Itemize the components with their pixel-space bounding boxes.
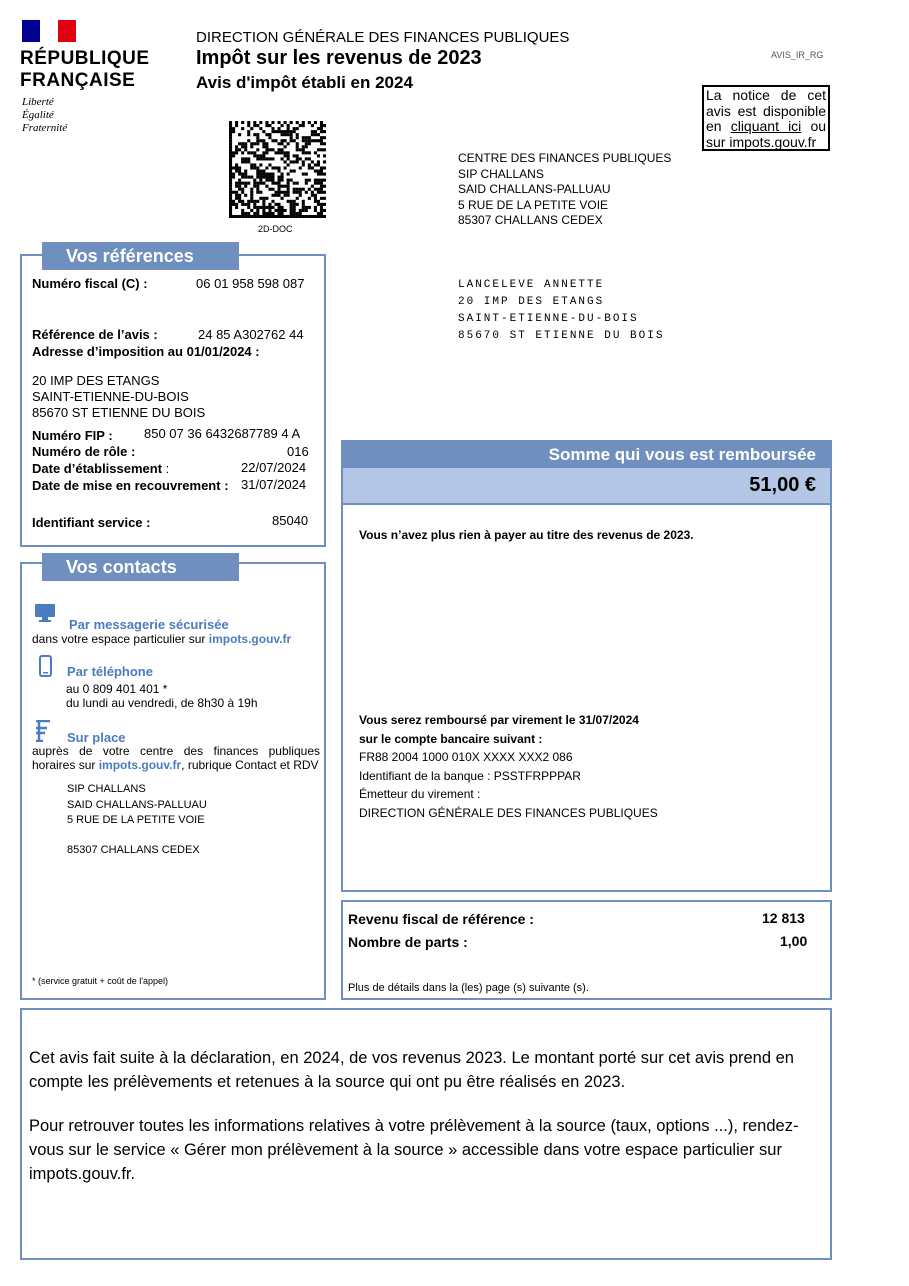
page-subtitle: Avis d'impôt établi en 2024: [196, 73, 413, 92]
fip-label: Numéro FIP :: [32, 428, 113, 443]
recipient-address-line: SAINT-ETIENNE-DU-BOIS: [458, 313, 639, 325]
emetteur-label: Émetteur du virement :: [359, 787, 481, 801]
adresse-imposition-label: Adresse d’imposition au 01/01/2024 :: [32, 344, 260, 359]
office-address-line: CENTRE DES FINANCES PUBLIQUES: [458, 151, 672, 165]
place-text: auprès de votre centre des finances publiques horaires sur impots.gouv.fr, rubrique Contact et RDV: [32, 744, 320, 772]
contacts-address: [67, 782, 207, 829]
numero-fiscal-label: Numéro fiscal (C) :: [32, 276, 148, 291]
role-label: Numéro de rôle :: [32, 444, 136, 459]
rfr-label: Revenu fiscal de référence :: [348, 911, 534, 927]
place-link[interactable]: impots.gouv.fr: [98, 758, 182, 772]
datamatrix-barcode: [229, 121, 326, 218]
numero-fiscal-value: 06 01 958 598 087: [196, 276, 305, 291]
adresse-line: 20 IMP DES ETANGS: [32, 373, 160, 388]
recipient-address: [458, 277, 664, 345]
office-address-line: SAID CHALLANS-PALLUAU: [458, 182, 611, 196]
notice-link[interactable]: cliquant ici: [730, 118, 802, 134]
adresse-line: SAINT-ETIENNE-DU-BOIS: [32, 389, 189, 404]
recouvrement-label: Date de mise en recouvrement :: [32, 478, 229, 493]
logo-line2: FRANÇAISE: [20, 70, 136, 91]
virement-line2: sur le compte bancaire suivant :: [359, 731, 543, 746]
doc-code: AVIS_IR_RG: [771, 50, 824, 60]
references-tab: Vos références: [42, 242, 239, 270]
service-value: 85040: [272, 513, 309, 528]
role-value: 016: [287, 444, 309, 459]
rfr-value: 12 813: [762, 910, 805, 926]
direction-label: DIRECTION GÉNÉRALE DES FINANCES PUBLIQUES: [196, 29, 570, 46]
reference-avis-label: Référence de l’avis :: [32, 327, 158, 342]
refund-message: Vous n’avez plus rien à payer au titre des revenus de 2023.: [359, 528, 694, 542]
contacts-address-line: SAID CHALLANS-PALLUAU: [67, 798, 207, 811]
info-paragraph-2: Pour retrouver toutes les informations relatives à votre prélèvement à la source (taux, options ...), rendez-vous sur le service « Gérer mon prélèvement à la source » accessible dans votre espace particulier sur impots.gouv.fr.: [29, 1117, 799, 1183]
telephone-title: Par téléphone: [67, 664, 153, 679]
iban: FR88 2004 1000 010X XXXX XXX2 086: [359, 750, 573, 764]
details-note: Plus de détails dans la (les) page (s) suivante (s).: [348, 982, 589, 994]
logo-motto3: Fraternité: [22, 122, 68, 134]
refund-band-border: [343, 503, 830, 505]
logo-line1: RÉPUBLIQUE: [20, 48, 150, 69]
contacts-footnote: * (service gratuit + coût de l'appel): [32, 976, 169, 986]
page-title: Impôt sur les revenus de 2023: [196, 47, 482, 69]
adresse-imposition: [32, 373, 205, 421]
office-address-line: SIP CHALLANS: [458, 166, 544, 181]
reference-avis-value: 24 85 A302762 44: [198, 327, 304, 342]
contacts-city: 85307 CHALLANS CEDEX: [67, 844, 200, 856]
service-label: Identifiant service :: [32, 515, 151, 530]
refund-amount: 51,00 €: [343, 468, 830, 503]
contacts-address-line: SIP CHALLANS: [67, 783, 146, 795]
computer-icon: [34, 603, 56, 623]
phone-icon: [39, 655, 52, 677]
refund-box: [341, 440, 832, 892]
bic: Identifiant de la banque : PSSTFRPPPAR: [359, 768, 581, 783]
recipient-address-line: 20 IMP DES ETANGS: [458, 296, 605, 308]
parts-label: Nombre de parts :: [348, 934, 468, 950]
refund-title: Somme qui vous est remboursée: [343, 442, 830, 468]
recipient-address-line: LANCELEVE ANNETTE: [458, 279, 605, 291]
virement-block: [359, 711, 658, 822]
parts-value: 1,00: [780, 933, 808, 949]
recouvrement-value: 31/07/2024: [241, 477, 307, 492]
virement-line1: Vous serez remboursé par virement le 31/07/2024: [359, 713, 639, 727]
recipient-address-line: 85670 ST ETIENNE DU BOIS: [458, 330, 665, 342]
office-address-line: 85307 CHALLANS CEDEX: [458, 213, 603, 227]
fip-value: 850 07 36 6432687789 4 A: [144, 426, 301, 441]
contacts-address-line: 5 RUE DE LA PETITE VOIE: [67, 814, 205, 826]
notice-box: [702, 85, 830, 151]
logo-motto2: Égalité: [22, 109, 54, 121]
office-address: [458, 151, 671, 229]
info-paragraph-1: Cet avis fait suite à la déclaration, en 2024, de vos revenus 2023. Le montant porté sur cet avis prend en compte les prélèvements et retenues à la source qui ont pu être réalisés en 2023.: [29, 1049, 794, 1091]
notice-text-2: ou sur impots.gouv.fr: [706, 118, 827, 150]
flag-icon: [22, 20, 76, 42]
contacts-tab: Vos contacts: [42, 553, 239, 581]
logo-motto1: Liberté: [22, 96, 54, 108]
doc2d-label: 2D-DOC: [258, 224, 293, 234]
emetteur: DIRECTION GÉNÉRALE DES FINANCES PUBLIQUES: [359, 805, 658, 820]
messagerie-title: Par messagerie sécurisée: [69, 617, 229, 632]
office-address-line: 5 RUE DE LA PETITE VOIE: [458, 197, 609, 212]
messagerie-link[interactable]: impots.gouv.fr: [208, 632, 292, 646]
messagerie-text: dans votre espace particulier sur impots.gouv.fr: [32, 632, 292, 646]
notice-text-1: La notice de cet avis est disponible en: [706, 87, 826, 134]
etablissement-value: 22/07/2024: [241, 460, 307, 475]
telephone-hours: du lundi au vendredi, de 8h30 à 19h: [66, 696, 258, 710]
adresse-line: 85670 ST ETIENNE DU BOIS: [32, 405, 206, 420]
building-icon: [33, 720, 53, 742]
etablissement-label: Date d’établissement :: [32, 461, 170, 476]
marianne-logo: [20, 18, 152, 138]
telephone-number: au 0 809 401 401 *: [66, 682, 168, 696]
place-title: Sur place: [67, 730, 126, 745]
